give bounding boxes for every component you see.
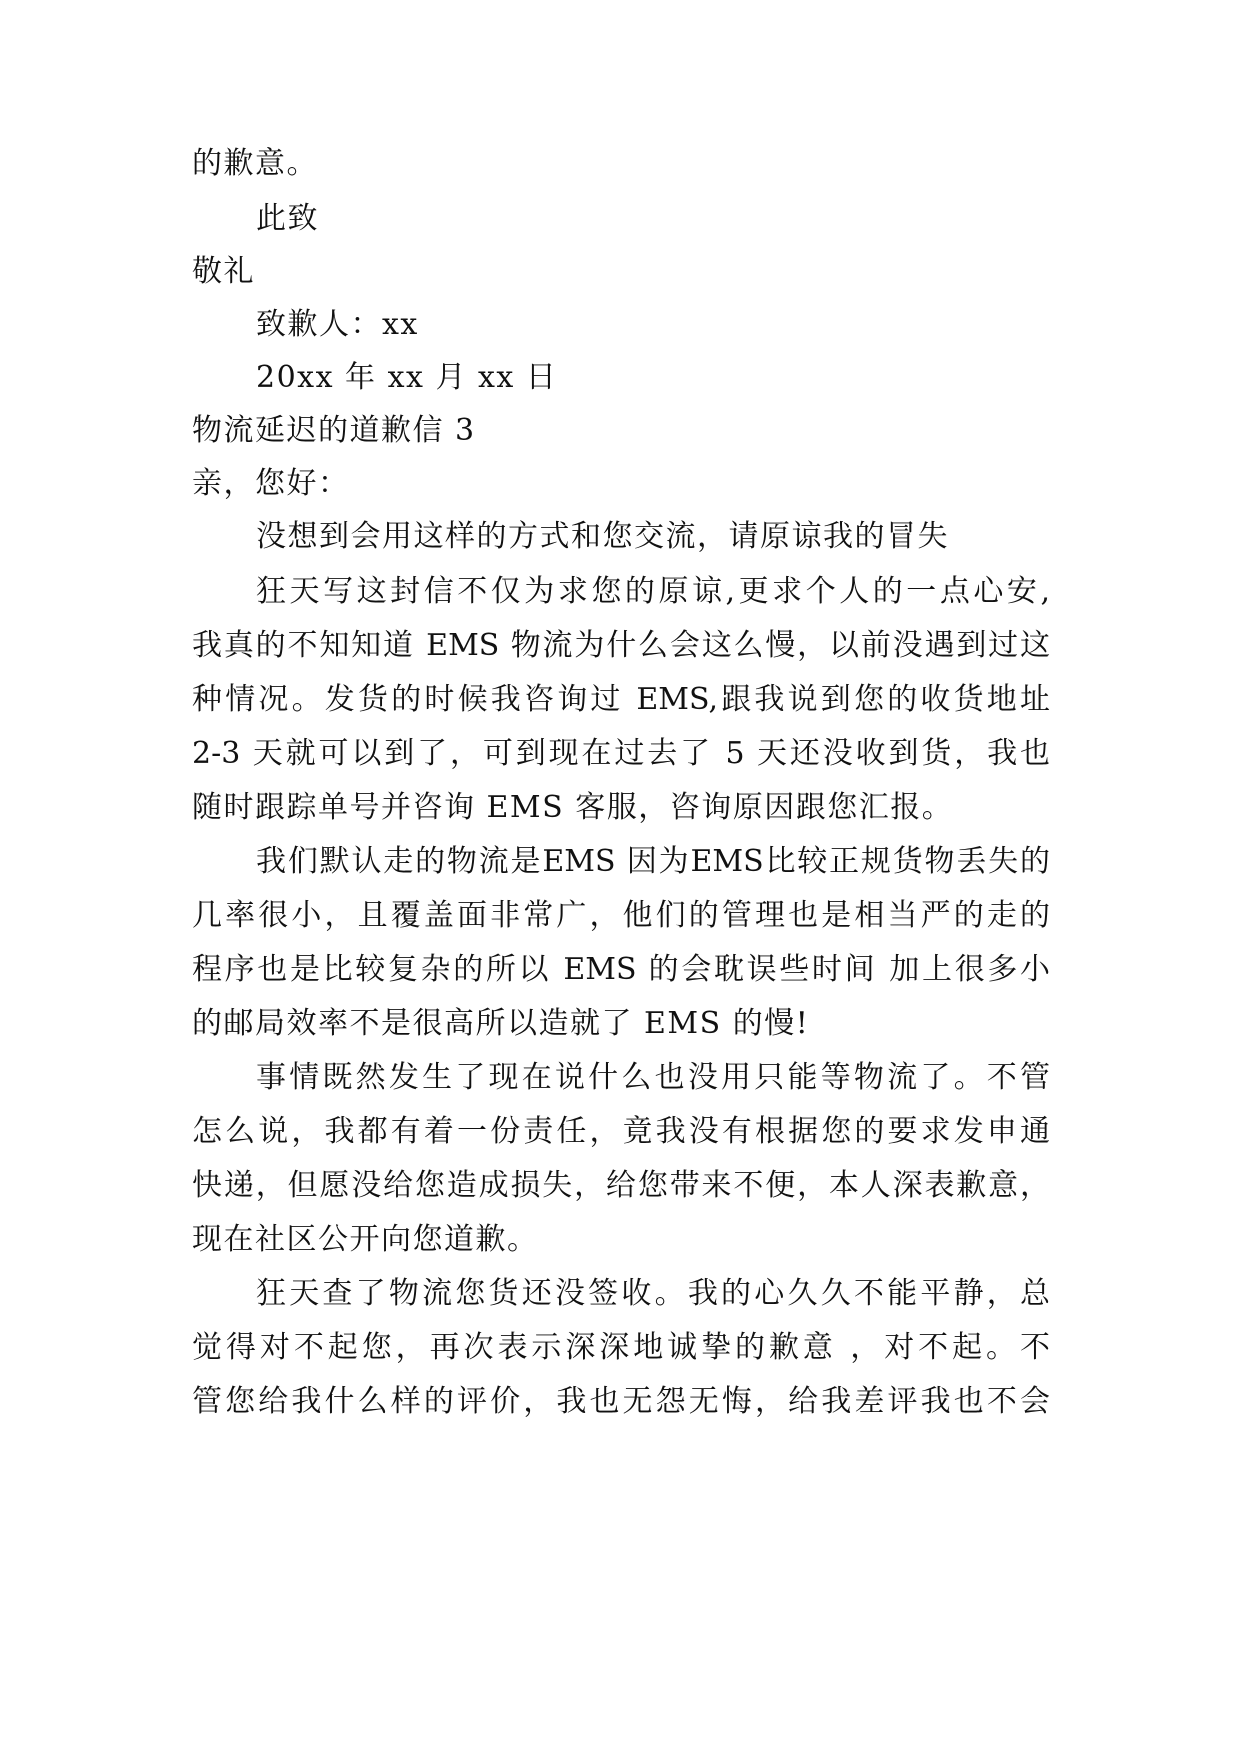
paragraph-2-line: 我真的不知知道 EMS 物流为什么会这么慢，以前没遇到过这 (192, 628, 1050, 663)
paragraph-5-line: 管您给我什么样的评价，我也无怨无悔，给我差评我也不会 (192, 1384, 1050, 1419)
signer: 致歉人：xx (256, 307, 419, 342)
paragraph-3-line: 程序也是比较复杂的所以 EMS 的会耽误些时间 加上很多小 (192, 952, 1050, 987)
salutation: 此致 (256, 201, 319, 236)
respect-closing: 敬礼 (192, 254, 255, 289)
paragraph-3-line: 的邮局效率不是很高所以造就了 EMS 的慢! (192, 1006, 810, 1041)
paragraph-2-line: 种情况。发货的时候我咨询过 EMS,跟我说到您的收货地址 (192, 682, 1050, 717)
paragraph-4-line: 快递，但愿没给您造成损失，给您带来不便，本人深表歉意， (192, 1168, 1050, 1203)
paragraph-3-line: 几率很小，且覆盖面非常广，他们的管理也是相当严的走的 (192, 898, 1050, 933)
closing-text-line: 的歉意。 (192, 146, 318, 181)
paragraph-4-line: 事情既然发生了现在说什么也没用只能等物流了。不管 (256, 1060, 1050, 1095)
paragraph-5-line: 狂天查了物流您货还没签收。我的心久久不能平静，总 (256, 1276, 1050, 1311)
greeting: 亲，您好： (192, 466, 350, 501)
date: 20xx 年 xx 月 xx 日 (256, 360, 558, 395)
paragraph-2-line: 狂天写这封信不仅为求您的原谅,更求个人的一点心安, (256, 574, 1050, 609)
letter-title: 物流延迟的道歉信 3 (192, 413, 476, 448)
paragraph-5-line: 觉得对不起您，再次表示深深地诚挚的歉意 ，对不起。不 (192, 1330, 1050, 1365)
paragraph-4-line: 现在社区公开向您道歉。 (192, 1222, 539, 1257)
paragraph-4-line: 怎么说，我都有着一份责任，竟我没有根据您的要求发申通 (192, 1114, 1050, 1149)
paragraph-3-line: 我们默认走的物流是EMS 因为EMS比较正规货物丢失的 (256, 844, 1050, 879)
paragraph-2-line: 2-3 天就可以到了，可到现在过去了 5 天还没收到货，我也 (192, 736, 1050, 771)
paragraph-2-line: 随时跟踪单号并咨询 EMS 客服，咨询原因跟您汇报。 (192, 790, 954, 825)
paragraph-1-line: 没想到会用这样的方式和您交流，请原谅我的冒失 (256, 519, 949, 554)
